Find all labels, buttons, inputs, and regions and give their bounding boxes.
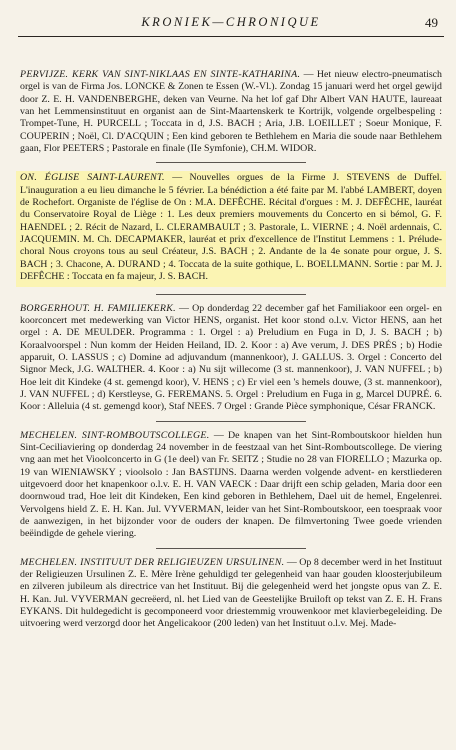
- header-rule: [18, 36, 444, 37]
- entry-body: — Nouvelles orgues de la Firme J. STEVENS de Duffel. L'inauguration a eu lieu dimanche le 5 février. La bénédiction a été faite par M. l'abbé LAMBERT, doyen de Rochefort. Organiste de l'église de On : M.A. DEFÊCHE. Récital d'orgues : M. J. DEFÊCHE, lauréat du Conservatoire Royal de Liège : 1. Les deux premiers mouvements du Concerto en si bémol, G. F. HAENDEL ; 2. Récit de Nazard, L. CLERAMBAULT ; 3. Pastorale, L. VIERNE ; 4. Noël ardennais, C. JACQUEMIN. M. Ch. DECAPMAKER, lauréat et prix d'excellence de l'Institut Lemmens : 1. Prélude-choral Nous croyons tous au seul Créateur, J.S. BACH ; 2. Andante de la 4e sonate pour orgue, J. S. BACH ; 3. Chacone, A. DURAND ; 4. Toccata de la suite gothique, L. BOELLMANN. Sortie : par M. J. DEFÊCHE : Toccata en fa majeur, J. S. BACH.: [20, 172, 443, 283]
- separator-rule: [156, 162, 306, 163]
- page-header: [18, 0, 444, 40]
- separator-rule: [156, 548, 306, 549]
- news-entry: [18, 69, 444, 155]
- news-entry-highlighted: [16, 171, 446, 286]
- page-number: 49: [425, 15, 438, 30]
- entry-body: — De knapen van het Sint-Romboutskoor hielden hun Sint-Ceciliaviering op donderdag 24 november in de feestzaal van het Sint-Romboutscollege. De viering vng aan met het Vioolconcerto in G (1e deel) van Fr. SEITZ ; Studie no 28 van FIORELLO ; Mazurka op. 19 van WIENIAWSKY ; vioolsolo : Jan BASTIJNS. Daarna werden volgende advent- en kerstliederen uitgevoerd door het knapenkoor o.l.v. E. H. VAN VAECK : Daar drijft een schip geladen, Maria door een doornwoud trad, Hoe leit dit Kindeken, Een kind geboren in Bethlehem, Dael uit de hemel, Engelenrei. Vervolgens hield Z. E. H. Kan. Jul. VYVERMAN, leider van het Sint-Romboutskoor, een toespraak voor de aanwezigen, in het bijzonder voor de ouders der knapen. De filmvertoning Twee goede vrienden beëindigde de gehele viering.: [20, 429, 442, 540]
- entry-title: ON. ÉGLISE SAINT-LAURENT.: [20, 172, 165, 184]
- entry-body: — Het nieuw electro-pneumatisch orgel is van de Firma Jos. LONCKE & Zonen te Essen (W.-Vl.). Zondag 15 januari werd het orgel gewijd door Z. E. H. VANDENBERGHE, deken van Veurne. Na het lof gaf Dhr Albert VAN HAUTE, laureaat van het Lemmensinstituut en organist aan de Sint-Maartenskerk te Kortrijk, volgende orgelbespeling : Trompet-Tune, H. PURCELL ; Toccata in d, J.S. BACH ; Aria, J.B. LOEILLET ; Soeur Monique, F. COUPERIN ; Noël, Cl. D'ACQUIN ; Een kind geboren te Bethlehem en Maria die soude naar Bethlehem gaan, Flor PEETERS ; Pastorale en finale (IIe Symfonie), CH.M. WIDOR.: [20, 69, 442, 155]
- separator-rule: [156, 421, 306, 422]
- entry-body: — Op 8 december werd in het Instituut der Religieuzen Ursulinen Z. E. Mère Irène gehuldigd ter gelegenheid van haar gouden kloosterjubileum en zilveren jubileum als directrice van het Instituut. Bij die gelegenheid werd het jongste opus van Z. E. H. Kan. Jul. VYVERMAN gecreëerd, nl. het Lied van de Geestelijke Bruiloft op tekst van Z. E. H. Frans EYKANS. Dit huldegedicht is gecomponeerd voor driestemmig vrouwenkoor met klavierbegeleiding. De uitvoering werd verzorgd door het Angelicakoor (200 leden) van het Instituut o.l.v. Mej. Made-: [20, 556, 443, 630]
- entry-title: BORGERHOUT. H. FAMILIEKERK.: [20, 302, 176, 314]
- news-entry: [18, 430, 444, 541]
- entry-title: MECHELEN. SINT-ROMBOUTSCOLLEGE.: [20, 429, 210, 441]
- entry-title: MECHELEN. INSTITUUT DER RELIGIEUZEN URSULINEN.: [20, 556, 285, 568]
- news-entry: [18, 303, 444, 414]
- running-head: KRONIEK—CHRONIQUE: [141, 15, 321, 29]
- entry-body: — Op donderdag 22 december gaf het Familiakoor een orgel- en koorconcert met medewerking van Victor HENS, organist. Het koor stond o.l.v. Victor HENS, aan het orgel : A. DE MEULDER. Programma : 1. Orgel : a) Preludium en Fuga in D, J. S. BACH ; b) Koraalvoorspel : Nun komm der Heiden Heiland, ID. 2. Koor : a) Ave verum, J. DES PRÉS ; b) Hodie apparuit, O. LASSUS ; c) Domine ad adjuvandum (mannenkoor), J. GALLUS. 3. Orgel : Concerto del Signor Meck, J.G. WALTHER. 4. Koor : a) Nu sijt willecome (3 st. mannenkoor), J. VAN NUFFEL ; b) Hoe leit dit Kindeke (4 st. gemengd koor), V. HENS ; c) Er viel een 's hemels douwe, (3 st. mannenkoor), J. VAN NUFFEL ; d) Kerstleyse, G. FEREMANS. 5. Orgel : Preludium en Fuga in g, Marcel DUPRÉ. 6. Koor : Alleluia (4 st. gemengd koor), Staf NEES. 7 Orgel : Grande Pièce symphonique, César FRANCK.: [20, 302, 442, 413]
- separator-rule: [156, 294, 306, 295]
- entry-title: PERVIJZE. KERK VAN SINT-NIKLAAS EN SINTE-KATHARINA.: [20, 69, 301, 80]
- news-entry: [18, 557, 444, 631]
